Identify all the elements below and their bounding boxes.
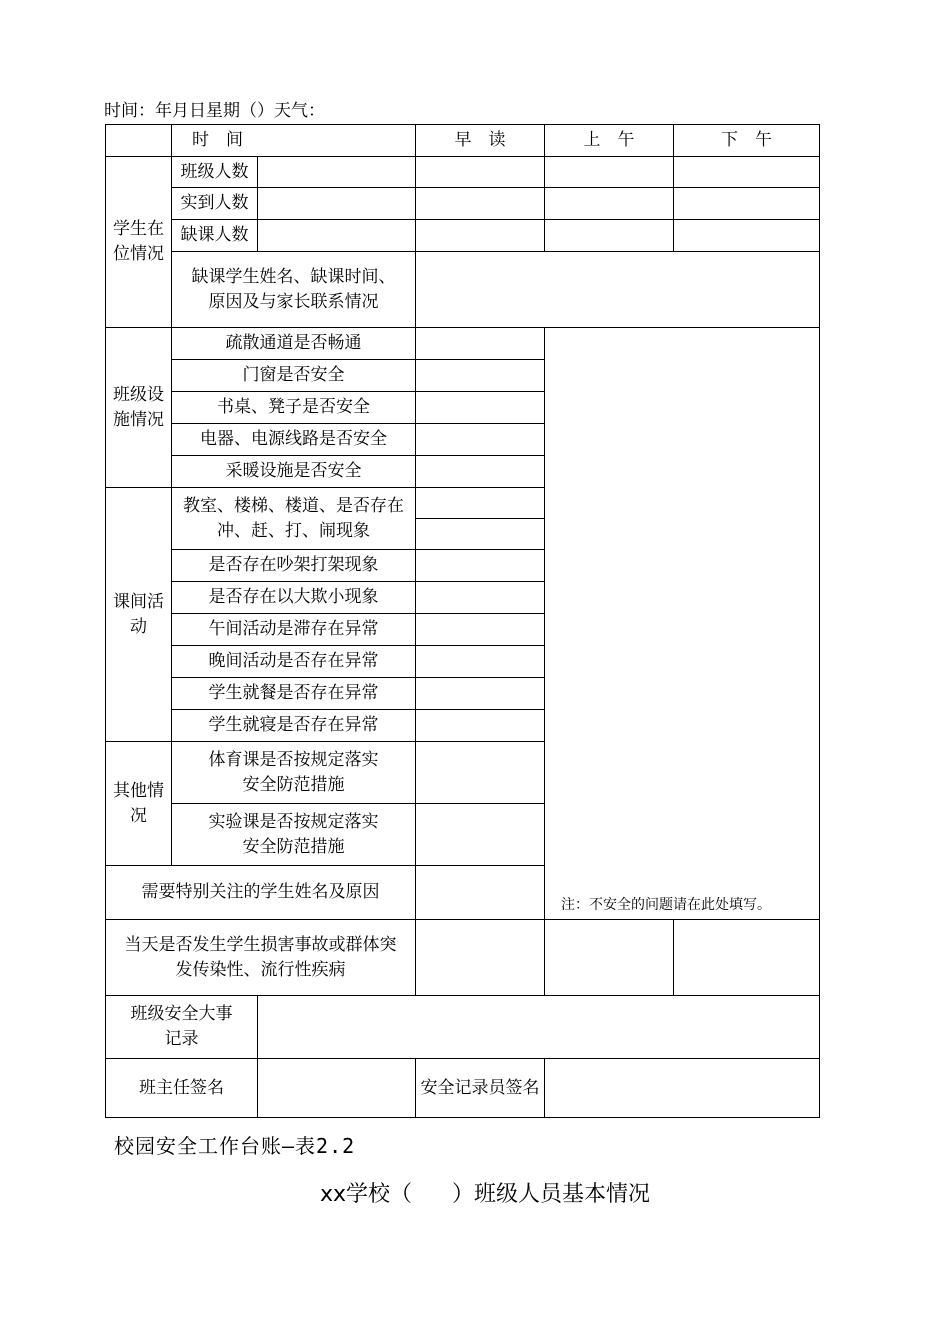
row-label: 体育课是否按规定落实安全防范措施 [172,742,416,804]
check-cell[interactable] [416,804,545,866]
corner-cell [106,125,172,157]
col-time: 时 间 [172,125,416,157]
row-label: 疏散通道是否畅通 [172,328,416,360]
row-label: 实验课是否按规定落实安全防范措施 [172,804,416,866]
row-label: 晚间活动是否存在异常 [172,646,416,678]
breaks-section-label: 课间活动 [106,488,172,742]
check-cell[interactable] [416,614,545,646]
check-cell[interactable] [416,456,545,488]
header-row [106,125,820,157]
check-cell[interactable] [416,646,545,678]
check-cell[interactable] [416,582,545,614]
check-cell[interactable] [416,742,545,804]
row-label: 是否存在吵架打架现象 [172,550,416,582]
cell-morning-read[interactable] [258,188,416,220]
cell-am[interactable] [416,920,545,996]
cell-am[interactable] [416,188,545,220]
cell-morning-read[interactable] [258,157,416,188]
check-cell[interactable] [416,424,545,456]
unsafe-issues-field[interactable] [545,328,820,920]
next-section-title [0,1180,950,1210]
col-am: 上 午 [545,125,674,157]
facilities-section-label: 班级设施情况 [106,328,172,488]
row-label: 学生就餐是否存在异常 [172,678,416,710]
row-label: 采暖设施是否安全 [172,456,416,488]
safety-ledger-table [105,124,820,1118]
row-label: 电器、电源线路是否安全 [172,424,416,456]
row-label: 学生就寝是否存在异常 [172,710,416,742]
table-row [106,220,820,252]
check-cell[interactable] [416,360,545,392]
row-label: 缺课人数 [172,220,258,252]
major-events-label: 班级安全大事记录 [106,996,258,1059]
attendance-section-label: 学生在位情况 [106,157,172,328]
teacher-sign-field[interactable] [258,1059,416,1118]
row-label: 班级人数 [172,157,258,188]
table-row [106,328,820,360]
teacher-sign-label: 班主任签名 [106,1059,258,1118]
cell-evening[interactable] [674,157,820,188]
table-row [106,157,820,188]
row-label: 教室、楼梯、楼道、是否存在冲、赶、打、闹现象 [172,488,416,550]
check-cell[interactable] [416,550,545,582]
cell-evening[interactable] [674,920,820,996]
check-cell[interactable] [416,519,545,550]
special-attention-label: 需要特别关注的学生姓名及原因 [106,866,416,920]
check-cell[interactable] [416,710,545,742]
absence-detail-label: 缺课学生姓名、缺课时间、原因及与家长联系情况 [172,252,416,328]
title-suffix: ）班级人员基本情况 [452,1182,651,1207]
table-row [106,996,820,1059]
cell-morning-read[interactable] [258,220,416,252]
cell-evening[interactable] [674,220,820,252]
cell-am[interactable] [416,220,545,252]
row-label: 书桌、凳子是否安全 [172,392,416,424]
col-morning-read: 早 读 [416,125,545,157]
cell-pm[interactable] [545,188,674,220]
cell-am[interactable] [416,157,545,188]
table-caption: 校园安全工作台账—表2.2 [114,1134,356,1158]
cell-evening[interactable] [674,188,820,220]
cell-pm[interactable] [545,920,674,996]
date-weather-line: 时间：年月日星期（）天气： [104,101,325,121]
col-pm: 下 午 [674,125,820,157]
check-cell[interactable] [416,488,545,519]
recorder-sign-label: 安全记录员签名 [416,1059,545,1118]
title-prefix: xx学校（ [319,1182,413,1207]
cell-pm[interactable] [545,157,674,188]
table-row [106,188,820,220]
table-row [106,1059,820,1118]
other-section-label: 其他情况 [106,742,172,866]
row-label: 是否存在以大欺小现象 [172,582,416,614]
check-cell[interactable] [416,392,545,424]
check-cell[interactable] [416,328,545,360]
table-row [106,252,820,328]
check-cell[interactable] [416,678,545,710]
recorder-sign-field[interactable] [545,1059,820,1118]
major-events-field[interactable] [258,996,820,1059]
incident-label: 当天是否发生学生损害事故或群体突发传染性、流行性疾病 [106,920,416,996]
row-label: 门窗是否安全 [172,360,416,392]
cell-pm[interactable] [545,220,674,252]
table-row [106,920,820,996]
row-label: 午间活动是滞存在异常 [172,614,416,646]
absence-detail-field[interactable] [416,252,820,328]
note-text: 注：不安全的问题请在此处填写。 [561,897,771,913]
row-label: 实到人数 [172,188,258,220]
cell-am[interactable] [416,866,545,920]
